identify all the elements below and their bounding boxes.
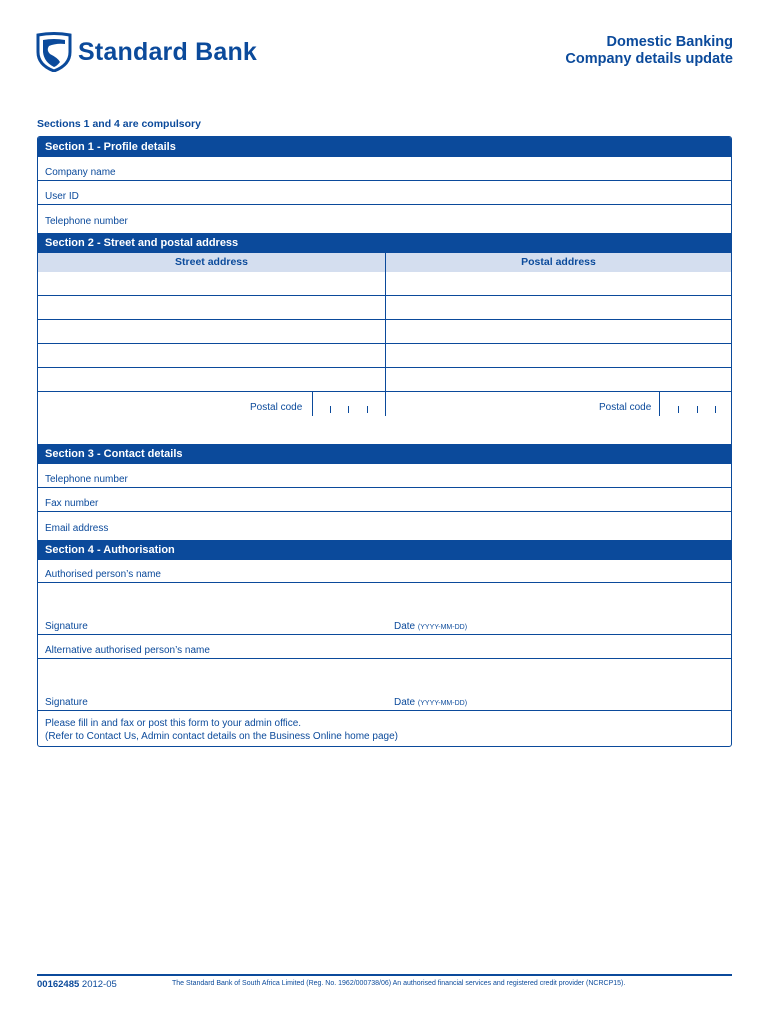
digit-separator	[367, 406, 368, 413]
authorised-name-field[interactable]	[38, 560, 731, 583]
instructions-line-1: Please fill in and fax or post this form to your admin office.	[45, 718, 302, 729]
compulsory-note: Sections 1 and 4 are compulsory	[37, 118, 201, 130]
postal-postal-code-label: Postal code	[599, 402, 652, 413]
legal-notice: The Standard Bank of South Africa Limited (Reg. No. 1962/000738/06) An authorised financial services and registered credit provider (NCRCP15).	[172, 980, 626, 987]
field-label: Company name	[45, 167, 116, 178]
company-name-field[interactable]	[38, 157, 731, 181]
section3-header: Section 3 - Contact details	[38, 444, 731, 464]
document-title-block	[565, 34, 733, 68]
signature-date-row-2[interactable]	[38, 659, 731, 711]
field-label: Telephone number	[45, 474, 128, 485]
brand-name: Standard Bank	[78, 37, 258, 66]
section4-header: Section 4 - Authorisation	[38, 540, 731, 560]
telephone-number-field[interactable]	[38, 205, 731, 229]
field-label: Alternative authorised person’s name	[45, 645, 210, 656]
document-title: Domestic Banking	[606, 34, 733, 50]
postal-address-header: Postal address	[386, 253, 731, 272]
address-column-divider	[385, 253, 386, 416]
form-date: 2012-05	[81, 979, 117, 990]
section1-header: Section 1 - Profile details	[38, 137, 731, 157]
fax-number-field[interactable]	[38, 488, 731, 512]
digit-separator	[715, 406, 716, 413]
shield-icon	[36, 32, 72, 72]
form-number: 00162485	[37, 979, 80, 990]
digit-separator	[697, 406, 698, 413]
form-container	[37, 136, 732, 747]
document-subtitle: Company details update	[565, 51, 733, 67]
field-label: User ID	[45, 191, 79, 202]
alt-authorised-name-field[interactable]	[38, 635, 731, 659]
footer-divider	[37, 974, 732, 976]
field-label: Telephone number	[45, 216, 128, 227]
signature-label: Signature	[45, 697, 88, 708]
street-postal-code-divider	[312, 392, 313, 416]
user-id-field[interactable]	[38, 181, 731, 205]
postal-postal-code-divider	[659, 392, 660, 416]
brand-logo	[36, 32, 257, 72]
email-address-field[interactable]	[38, 512, 731, 536]
instructions-note	[45, 717, 398, 743]
instructions-line-2: (Refer to Contact Us, Admin contact details on the Business Online home page)	[45, 731, 398, 742]
section2-header: Section 2 - Street and postal address	[38, 233, 731, 253]
digit-separator	[678, 406, 679, 413]
date-label: Date (YYYY-MM-DD)	[394, 621, 468, 632]
digit-separator	[348, 406, 349, 413]
contact-telephone-field[interactable]	[38, 464, 731, 488]
field-label: Fax number	[45, 498, 99, 509]
signature-label: Signature	[45, 621, 88, 632]
field-label: Authorised person’s name	[45, 569, 161, 580]
field-label: Email address	[45, 523, 109, 534]
form-reference	[37, 979, 117, 990]
date-label: Date (YYYY-MM-DD)	[394, 697, 468, 708]
digit-separator	[330, 406, 331, 413]
street-postal-code-label: Postal code	[250, 402, 303, 413]
street-address-header: Street address	[38, 253, 385, 272]
signature-date-row-1[interactable]	[38, 583, 731, 635]
